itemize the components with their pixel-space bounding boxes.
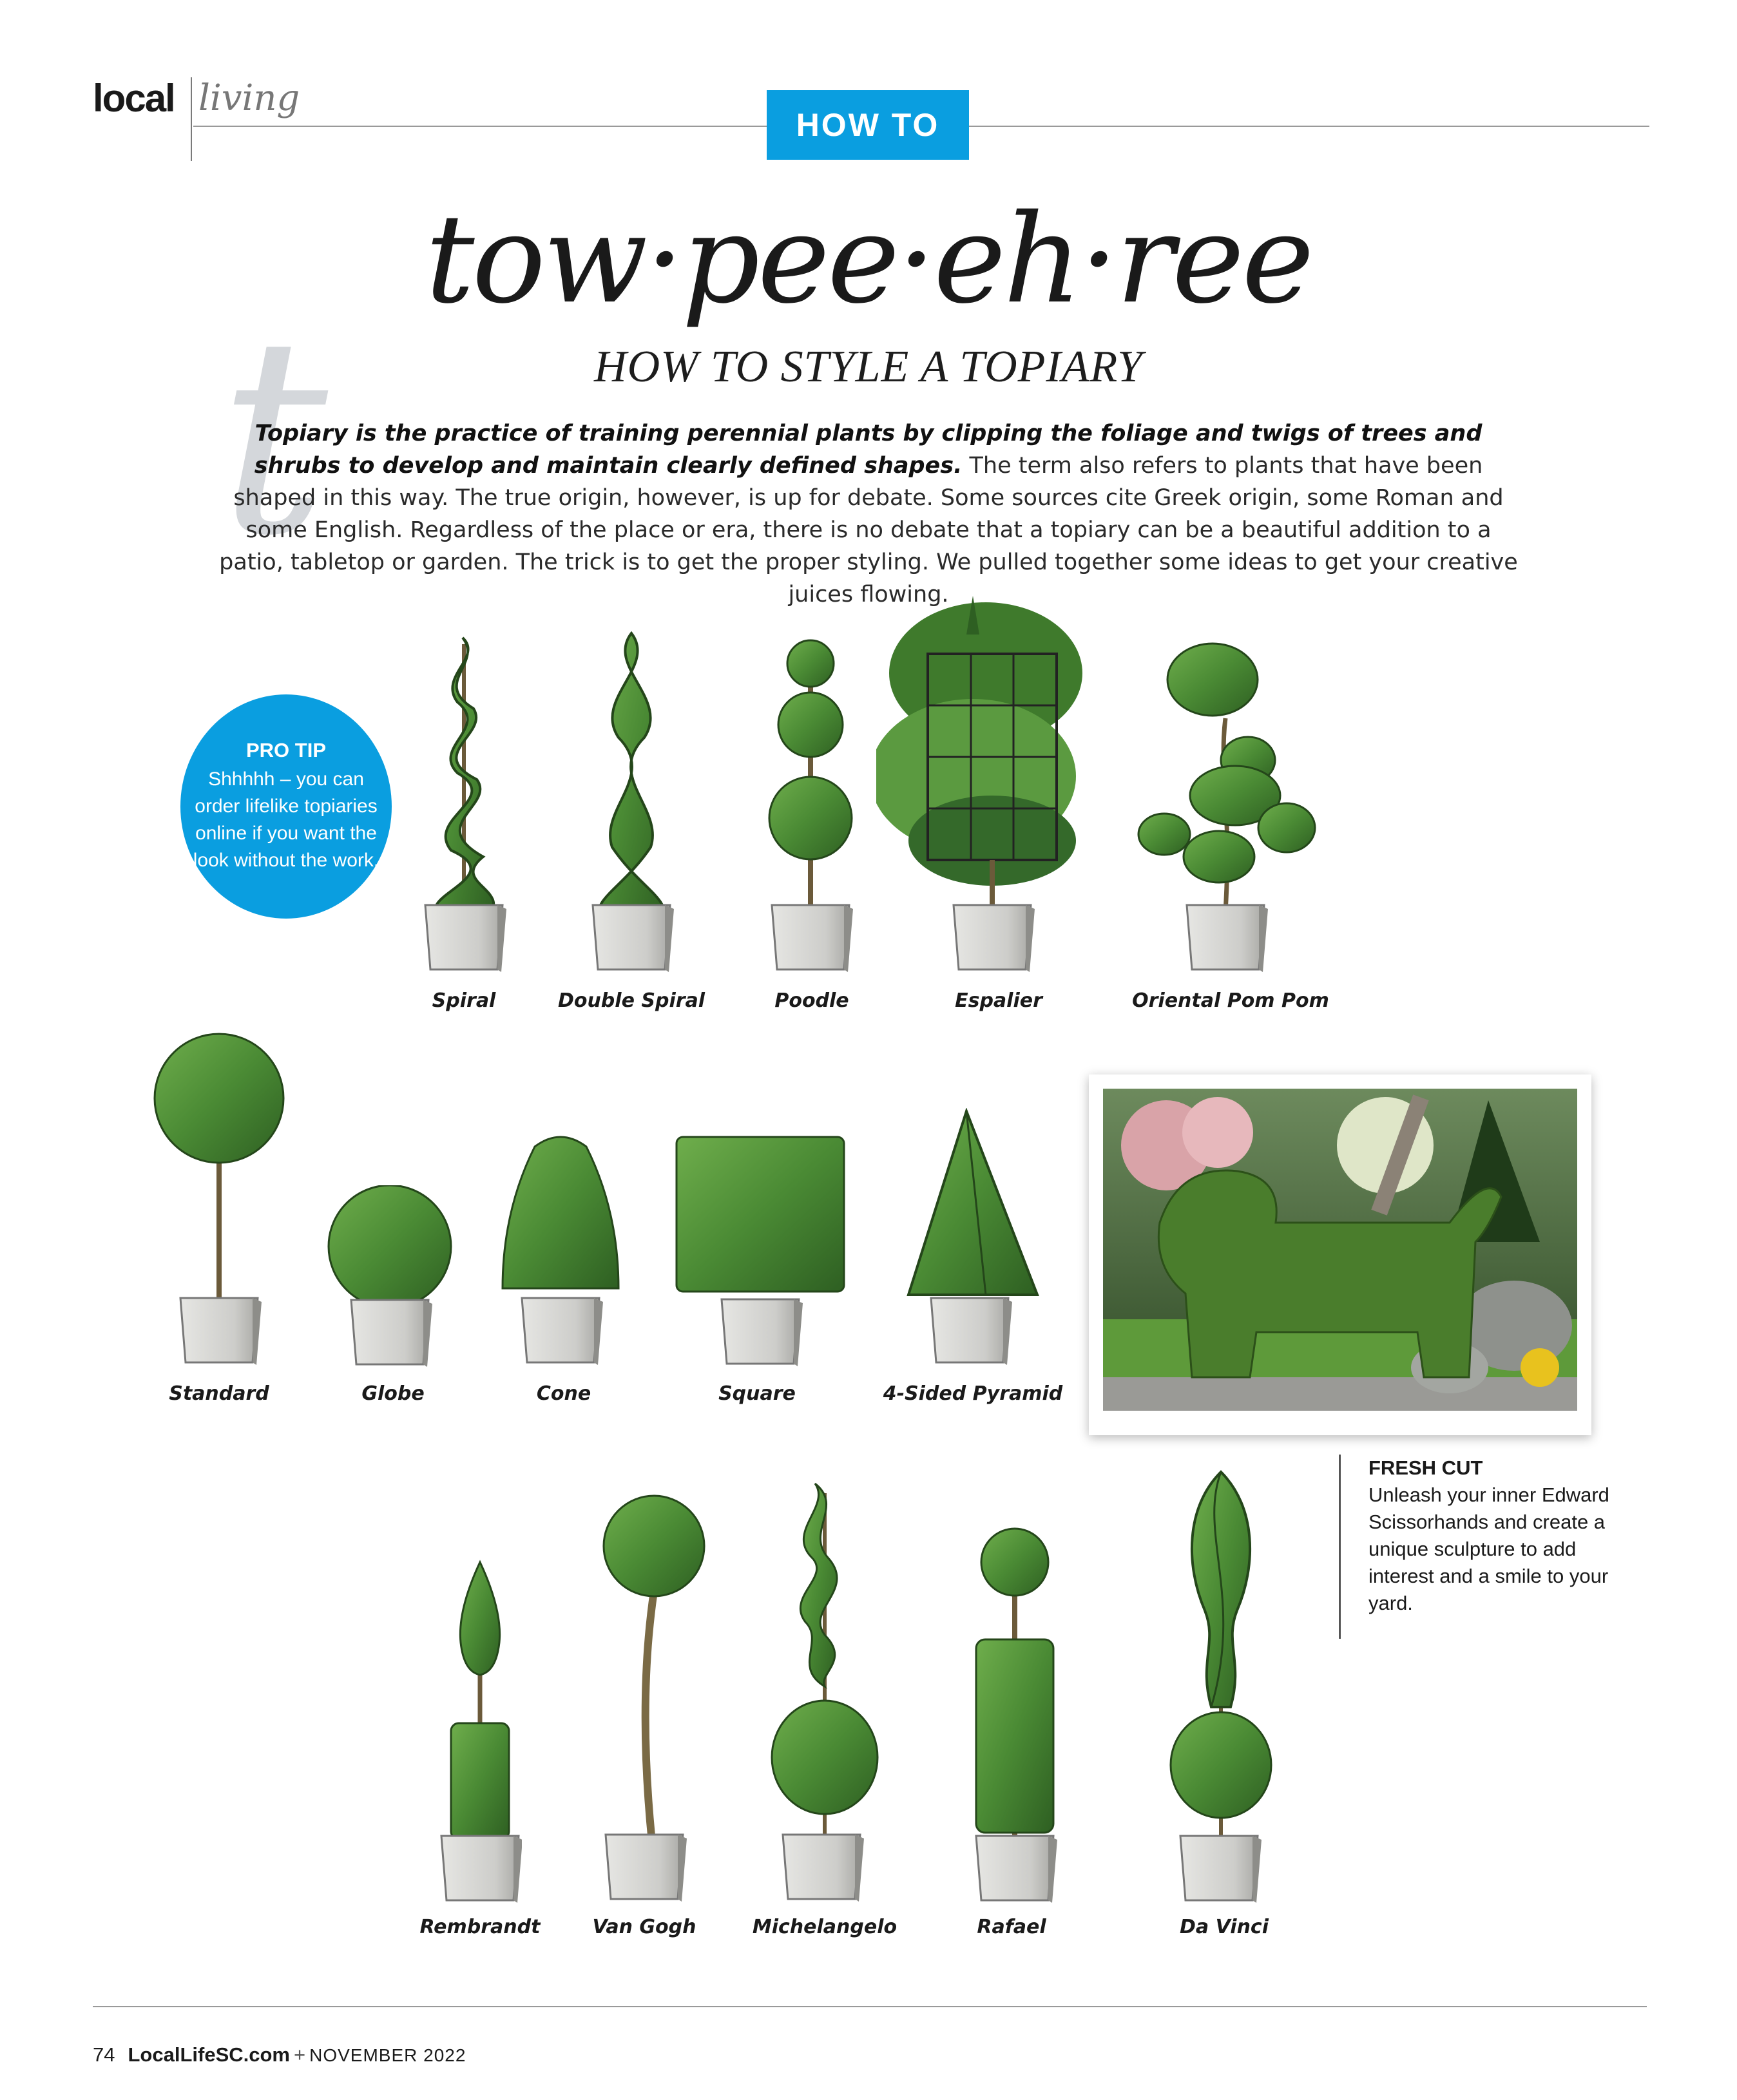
fresh-cut-body: Unleash your inner Edward Scissorhands and create a unique sculpture to add interest and a smile to your yard. (1368, 1484, 1609, 1614)
intro-paragraph (213, 417, 1524, 611)
pro-tip-title: PRO TIP (245, 739, 326, 761)
brand-local: local (93, 77, 175, 120)
footer-plus: + (293, 2043, 306, 2066)
pro-tip-body: Shhhhh – you can order lifelike topiaries online if you want the look without the work. (193, 768, 379, 871)
label-cone: Cone (536, 1382, 591, 1405)
four-sided-pyramid-topiary-illustration (902, 1108, 1044, 1372)
oriental-pom-pom-topiary-illustration (1129, 641, 1322, 973)
intro-lead: Topiary is the practice of training perennial plants by clipping the foliage and twigs of trees and shrubs to develop and maintain clearly defined shapes. (254, 421, 1483, 479)
rembrandt-topiary-illustration (438, 1559, 522, 1907)
intro-body: The term also refers to plants that have been shaped in this way. The true origin, however, is up for debate. Some sources cite Greek origin, some Roman and some English. Regardless of the place or era, there is no debate that a topiary can be a beautiful addition to a patio, tabletop or garden. The trick is to get the proper styling. We pulled together some ideas to get your creative juices flowing. (219, 453, 1518, 607)
footer (93, 2043, 466, 2067)
label-espalier: Espalier (955, 989, 1042, 1012)
page-title: tow·pee·eh·ree (425, 188, 1312, 330)
fresh-cut-title: FRESH CUT (1368, 1456, 1483, 1479)
brand-divider (191, 77, 192, 161)
label-rembrandt: Rembrandt (419, 1916, 541, 1938)
page-number: 74 (93, 2043, 115, 2066)
cone-topiary-illustration (496, 1134, 625, 1372)
page-subtitle: HOW TO STYLE A TOPIARY (594, 342, 1143, 392)
van-gogh-topiary-illustration (593, 1494, 709, 1907)
label-globe: Globe (361, 1382, 425, 1405)
label-poodle: Poodle (774, 989, 849, 1012)
label-van-gogh: Van Gogh (592, 1916, 696, 1938)
label-michelangelo: Michelangelo (752, 1916, 897, 1938)
fresh-cut-rule (1339, 1455, 1341, 1639)
da-vinci-topiary-illustration (1166, 1469, 1276, 1907)
fresh-cut-caption (1368, 1455, 1613, 1617)
topiary-dog-photo (1089, 1074, 1591, 1435)
spiral-topiary-illustration (412, 631, 515, 973)
globe-topiary-illustration (322, 1185, 457, 1372)
label-rafael: Rafael (977, 1916, 1046, 1938)
label-oriental-pom-pom: Oriental Pom Pom (1132, 989, 1329, 1012)
label-four-sided-pyramid: 4-Sided Pyramid (883, 1382, 1063, 1405)
brand-living: living (198, 77, 300, 119)
decorative-dropcap: t (219, 280, 328, 595)
label-square: Square (718, 1382, 796, 1405)
label-da-vinci: Da Vinci (1180, 1916, 1269, 1938)
label-double-spiral: Double Spiral (557, 989, 705, 1012)
pro-tip-badge (180, 694, 392, 919)
square-topiary-illustration (670, 1131, 850, 1372)
michelangelo-topiary-illustration (767, 1480, 883, 1905)
double-spiral-topiary-illustration (580, 628, 683, 973)
rafael-topiary-illustration (966, 1527, 1063, 1907)
howto-badge: HOW TO (767, 90, 969, 160)
label-standard: Standard (169, 1382, 269, 1405)
label-spiral: Spiral (432, 989, 496, 1012)
espalier-topiary-illustration (876, 596, 1095, 973)
footer-date: NOVEMBER 2022 (309, 2045, 466, 2065)
poodle-topiary-illustration (765, 638, 856, 973)
standard-topiary-illustration (148, 1031, 290, 1366)
footer-rule (93, 2006, 1647, 2007)
footer-site: LocalLifeSC.com (128, 2043, 290, 2066)
